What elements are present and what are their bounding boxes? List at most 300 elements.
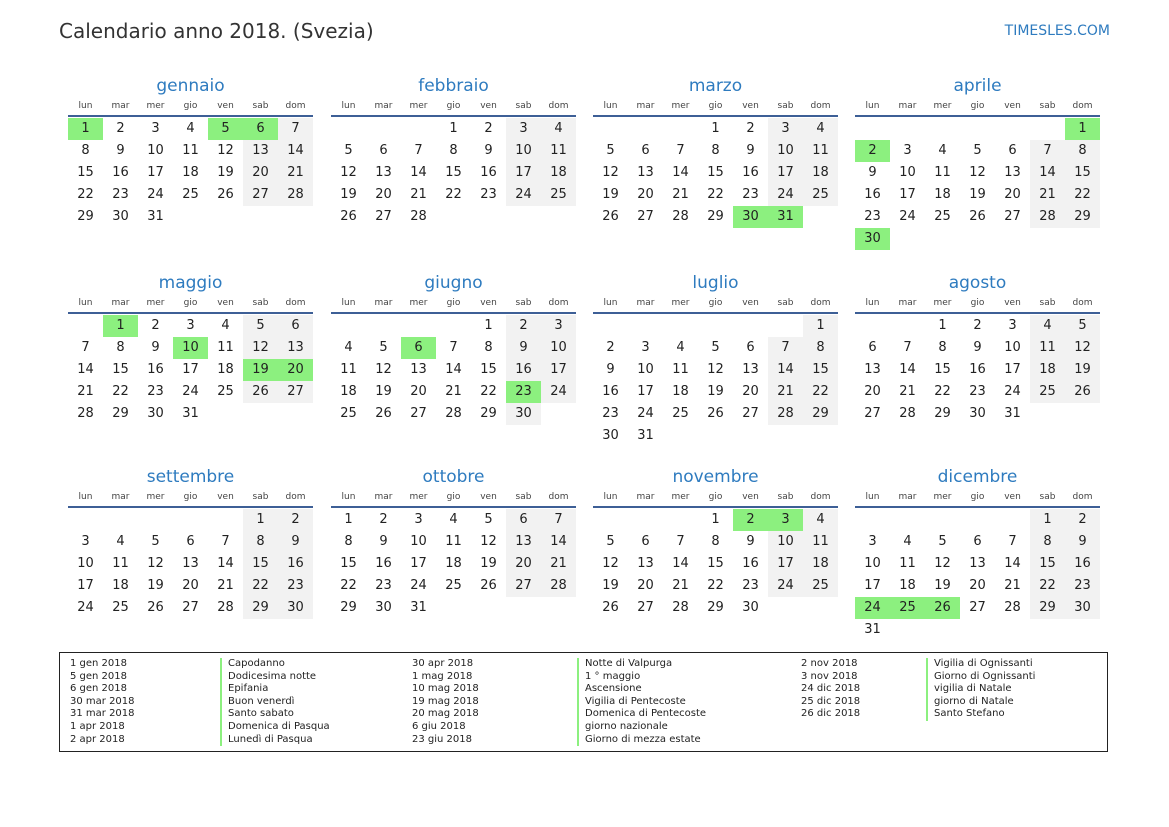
weekday-label: lun [603,101,618,111]
weekday-label: sab [515,298,532,308]
day-cell: 11 [803,140,838,162]
weekday-label: mer [146,101,165,111]
holiday-legend [59,652,1108,752]
day-cell: 19 [147,578,164,593]
header-divider [593,115,838,117]
month-name: giugno [424,273,483,293]
legend-holiday-name: Notte di Valpurga [585,658,673,669]
day-cell: 9 [973,340,982,355]
weekday-label: sab [777,101,794,111]
day-cell: 4 [676,340,685,355]
empty-cell [628,509,663,531]
day-cell: 12 [707,362,724,377]
empty-cell [173,509,208,531]
day-cell: 8 [711,143,720,158]
day-cell: 30 [855,228,890,250]
weekday-label: mar [374,298,393,308]
weekday-label: dom [285,492,306,502]
day-cell: 1 [803,315,838,337]
day-cell: 26 [147,600,164,615]
day-cell: 5 [243,315,278,337]
day-cell: 15 [243,553,278,575]
day-cell: 11 [445,534,462,549]
weekday-label: mer [933,101,952,111]
legend-date: 24 dic 2018 [801,683,861,695]
day-cell: 29 [934,406,951,421]
day-cell: 13 [506,531,541,553]
legend-holiday-name: giorno di Natale [934,695,1014,707]
day-cell: 30 [733,206,768,228]
site-link[interactable]: TIMESLES.COM [1004,23,1110,39]
day-cell: 29 [77,209,94,224]
day-cell: 1 [711,121,720,136]
legend-holiday-name: Ascensione [585,683,642,695]
empty-cell [925,509,960,531]
day-cell: 28 [1030,206,1065,228]
day-cell: 13 [278,337,313,359]
weekday-label: mer [409,492,428,502]
day-cell: 10 [637,362,654,377]
day-cell: 11 [899,556,916,571]
day-cell: 18 [899,578,916,593]
day-cell: 4 [803,509,838,531]
empty-cell [995,509,1030,531]
weekday-label: ven [217,298,234,308]
header-divider [331,312,576,314]
day-cell: 28 [899,406,916,421]
legend-holiday-name: Epifania [228,683,269,695]
day-cell: 20 [410,384,427,399]
day-cell: 14 [672,165,689,180]
days-grid [593,509,838,619]
weekday-header [855,489,1100,505]
day-cell: 1 [711,512,720,527]
day-cell: 25 [217,384,234,399]
day-cell: 2 [733,509,768,531]
day-cell: 18 [445,556,462,571]
day-cell: 6 [746,340,755,355]
weekday-label: sab [777,298,794,308]
weekday-label: dom [285,101,306,111]
day-cell: 29 [803,403,838,425]
day-cell: 22 [803,381,838,403]
day-cell: 5 [606,534,615,549]
weekday-label: dom [548,492,569,502]
weekday-label: sab [1039,101,1056,111]
day-cell: 28 [217,600,234,615]
day-cell: 28 [445,406,462,421]
weekday-label: mer [409,298,428,308]
day-cell: 8 [938,340,947,355]
day-cell: 14 [541,531,576,553]
day-cell: 11 [340,362,357,377]
legend-names [228,658,330,746]
day-cell: 30 [602,428,619,443]
legend-holiday-name: Capodanno [228,658,285,669]
day-cell: 8 [484,340,493,355]
day-cell: 29 [340,600,357,615]
legend-names [934,658,1035,721]
legend-date: 1 apr 2018 [70,720,125,732]
empty-cell [401,118,436,140]
day-cell: 31 [637,428,654,443]
day-cell: 20 [742,384,759,399]
day-cell: 25 [803,575,838,597]
day-cell: 21 [672,578,689,593]
weekday-label: mer [671,298,690,308]
day-cell: 30 [742,600,759,615]
day-cell: 19 [1065,359,1100,381]
day-cell: 25 [112,600,129,615]
weekday-label: mar [898,298,917,308]
page-title: Calendario anno 2018. (Svezia) [59,19,374,43]
empty-cell [208,509,243,531]
day-cell: 28 [410,209,427,224]
day-cell: 29 [707,209,724,224]
day-cell: 23 [742,187,759,202]
day-cell: 21 [410,187,427,202]
day-cell: 9 [484,143,493,158]
day-cell: 23 [480,187,497,202]
day-cell: 7 [768,337,803,359]
day-cell: 12 [480,534,497,549]
day-cell: 3 [903,143,912,158]
day-cell: 4 [903,534,912,549]
day-cell: 12 [934,556,951,571]
header-divider [855,115,1100,117]
legend-holiday-name: Santo sabato [228,708,294,720]
day-cell: 22 [707,578,724,593]
day-cell: 16 [112,165,129,180]
weekday-label: gio [183,101,198,111]
weekday-label: dom [1072,492,1093,502]
day-cell: 2 [151,318,160,333]
day-cell: 18 [541,162,576,184]
day-cell: 8 [243,531,278,553]
day-cell: 27 [278,381,313,403]
day-cell: 6 [506,509,541,531]
day-cell: 26 [1065,381,1100,403]
day-cell: 24 [855,597,890,619]
day-cell: 13 [410,362,427,377]
day-cell: 13 [864,362,881,377]
day-cell: 17 [182,362,199,377]
month-agosto [855,271,1100,425]
days-grid [331,509,576,619]
day-cell: 3 [868,534,877,549]
legend-date: 31 mar 2018 [70,708,135,720]
empty-cell [733,315,768,337]
day-cell: 26 [969,209,986,224]
day-cell: 2 [379,512,388,527]
day-cell: 17 [410,556,427,571]
day-cell: 21 [1030,184,1065,206]
day-cell: 22 [934,384,951,399]
legend-holiday-name: Santo Stefano [934,708,1005,720]
weekday-label: mer [146,492,165,502]
header-divider [68,506,313,508]
weekday-label: lun [603,492,618,502]
day-cell: 9 [1065,531,1100,553]
day-cell: 9 [116,143,125,158]
day-cell: 18 [182,165,199,180]
legend-date: 25 dic 2018 [801,695,861,707]
day-cell: 25 [672,406,689,421]
legend-color-bar [220,658,222,746]
day-cell: 28 [768,403,803,425]
weekday-label: gio [970,101,985,111]
day-cell: 21 [445,384,462,399]
day-cell: 7 [903,340,912,355]
day-cell: 17 [899,187,916,202]
day-cell: 5 [151,534,160,549]
day-cell: 24 [768,184,803,206]
day-cell: 19 [602,578,619,593]
day-cell: 20 [969,578,986,593]
day-cell: 9 [746,143,755,158]
weekday-label: dom [810,492,831,502]
header-divider [68,115,313,117]
weekday-label: ven [480,298,497,308]
day-cell: 22 [707,187,724,202]
day-cell: 11 [803,531,838,553]
days-grid [331,315,576,425]
weekday-label: mar [374,492,393,502]
day-cell: 17 [541,359,576,381]
day-cell: 20 [864,384,881,399]
weekday-label: sab [252,298,269,308]
day-cell: 21 [217,578,234,593]
day-cell: 10 [410,534,427,549]
day-cell: 23 [1065,575,1100,597]
day-cell: 22 [112,384,129,399]
day-cell: 23 [112,187,129,202]
day-cell: 10 [768,140,803,162]
month-name: dicembre [937,467,1018,487]
day-cell: 6 [641,143,650,158]
month-aprile [855,74,1100,250]
day-cell: 1 [344,512,353,527]
empty-cell [663,509,698,531]
day-cell: 12 [243,337,278,359]
days-grid [593,315,838,447]
day-cell: 21 [278,162,313,184]
day-cell: 5 [379,340,388,355]
empty-cell [855,315,890,337]
day-cell: 31 [182,406,199,421]
day-cell: 14 [217,556,234,571]
day-cell: 1 [68,118,103,140]
weekday-header [68,98,313,114]
day-cell: 5 [208,118,243,140]
legend-color-bar [926,658,928,721]
day-cell: 30 [147,406,164,421]
day-cell: 3 [541,315,576,337]
weekday-header [331,98,576,114]
day-cell: 27 [742,406,759,421]
day-cell: 12 [217,143,234,158]
day-cell: 2 [1065,509,1100,531]
day-cell: 9 [379,534,388,549]
day-cell: 3 [414,512,423,527]
day-cell: 6 [278,315,313,337]
empty-cell [68,315,103,337]
day-cell: 1 [103,315,138,337]
day-cell: 27 [637,209,654,224]
day-cell: 29 [707,600,724,615]
day-cell: 3 [768,118,803,140]
weekday-label: mar [374,101,393,111]
day-cell: 16 [864,187,881,202]
legend-holiday-name: Buon venerdì [228,695,295,707]
weekday-label: dom [810,101,831,111]
day-cell: 26 [243,381,278,403]
weekday-label: lun [865,101,880,111]
days-grid [68,509,313,619]
month-name: agosto [948,273,1007,293]
day-cell: 16 [742,165,759,180]
month-giugno [331,271,576,425]
day-cell: 9 [606,362,615,377]
day-cell: 3 [151,121,160,136]
day-cell: 4 [186,121,195,136]
day-cell: 22 [1065,184,1100,206]
day-cell: 1 [938,318,947,333]
day-cell: 24 [768,575,803,597]
day-cell: 8 [449,143,458,158]
day-cell: 23 [147,384,164,399]
day-cell: 24 [541,381,576,403]
legend-names [585,658,706,746]
day-cell: 17 [506,162,541,184]
day-cell: 29 [1065,206,1100,228]
day-cell: 7 [449,340,458,355]
days-grid [331,118,576,228]
day-cell: 31 [147,209,164,224]
day-cell: 7 [414,143,423,158]
empty-cell [68,509,103,531]
day-cell: 13 [375,165,392,180]
day-cell: 24 [147,187,164,202]
day-cell: 24 [1004,384,1021,399]
day-cell: 30 [112,209,129,224]
weekday-label: mar [111,101,130,111]
weekday-label: lun [341,298,356,308]
weekday-header [68,489,313,505]
weekday-header [331,489,576,505]
day-cell: 15 [445,165,462,180]
day-cell: 2 [973,318,982,333]
day-cell: 24 [506,184,541,206]
days-grid [855,118,1100,250]
month-febbraio [331,74,576,228]
weekday-label: sab [252,101,269,111]
month-gennaio [68,74,313,228]
legend-color-bar [577,658,579,746]
day-cell: 7 [278,118,313,140]
day-cell: 19 [602,187,619,202]
day-cell: 2 [746,121,755,136]
empty-cell [593,315,628,337]
weekday-label: mar [898,101,917,111]
empty-cell [663,315,698,337]
day-cell: 14 [278,140,313,162]
day-cell: 16 [375,556,392,571]
day-cell: 12 [340,165,357,180]
empty-cell [768,315,803,337]
weekday-label: dom [285,298,306,308]
day-cell: 15 [934,362,951,377]
day-cell: 25 [445,578,462,593]
month-name: gennaio [156,76,225,96]
day-cell: 4 [803,118,838,140]
day-cell: 14 [899,362,916,377]
weekday-label: mar [898,492,917,502]
day-cell: 17 [147,165,164,180]
empty-cell [698,315,733,337]
month-name: luglio [692,273,739,293]
empty-cell [331,315,366,337]
day-cell: 2 [116,121,125,136]
day-cell: 6 [379,143,388,158]
empty-cell [855,509,890,531]
weekday-label: ven [1004,492,1021,502]
weekday-label: ven [1004,101,1021,111]
day-cell: 10 [1004,340,1021,355]
day-cell: 20 [637,578,654,593]
day-cell: 11 [934,165,951,180]
day-cell: 17 [1004,362,1021,377]
legend-date: 1 gen 2018 [70,658,128,669]
day-cell: 29 [112,406,129,421]
day-cell: 16 [742,556,759,571]
legend-date: 26 dic 2018 [801,708,861,720]
day-cell: 30 [375,600,392,615]
month-settembre [68,465,313,619]
day-cell: 27 [375,209,392,224]
day-cell: 16 [480,165,497,180]
day-cell: 9 [278,531,313,553]
empty-cell [628,118,663,140]
day-cell: 21 [672,187,689,202]
day-cell: 10 [77,556,94,571]
day-cell: 12 [147,556,164,571]
legend-date: 19 mag 2018 [412,695,479,707]
day-cell: 20 [1004,187,1021,202]
day-cell: 10 [864,556,881,571]
day-cell: 29 [243,597,278,619]
day-cell: 17 [77,578,94,593]
weekday-label: gio [446,298,461,308]
day-cell: 6 [243,118,278,140]
day-cell: 16 [602,384,619,399]
day-cell: 26 [707,406,724,421]
day-cell: 11 [217,340,234,355]
day-cell: 11 [541,140,576,162]
day-cell: 3 [641,340,650,355]
day-cell: 24 [182,384,199,399]
day-cell: 4 [221,318,230,333]
day-cell: 3 [506,118,541,140]
legend-date: 2 nov 2018 [801,658,858,669]
day-cell: 6 [186,534,195,549]
weekday-header [593,489,838,505]
day-cell: 16 [1065,553,1100,575]
day-cell: 31 [864,622,881,637]
day-cell: 13 [1004,165,1021,180]
day-cell: 26 [375,406,392,421]
weekday-label: gio [183,298,198,308]
